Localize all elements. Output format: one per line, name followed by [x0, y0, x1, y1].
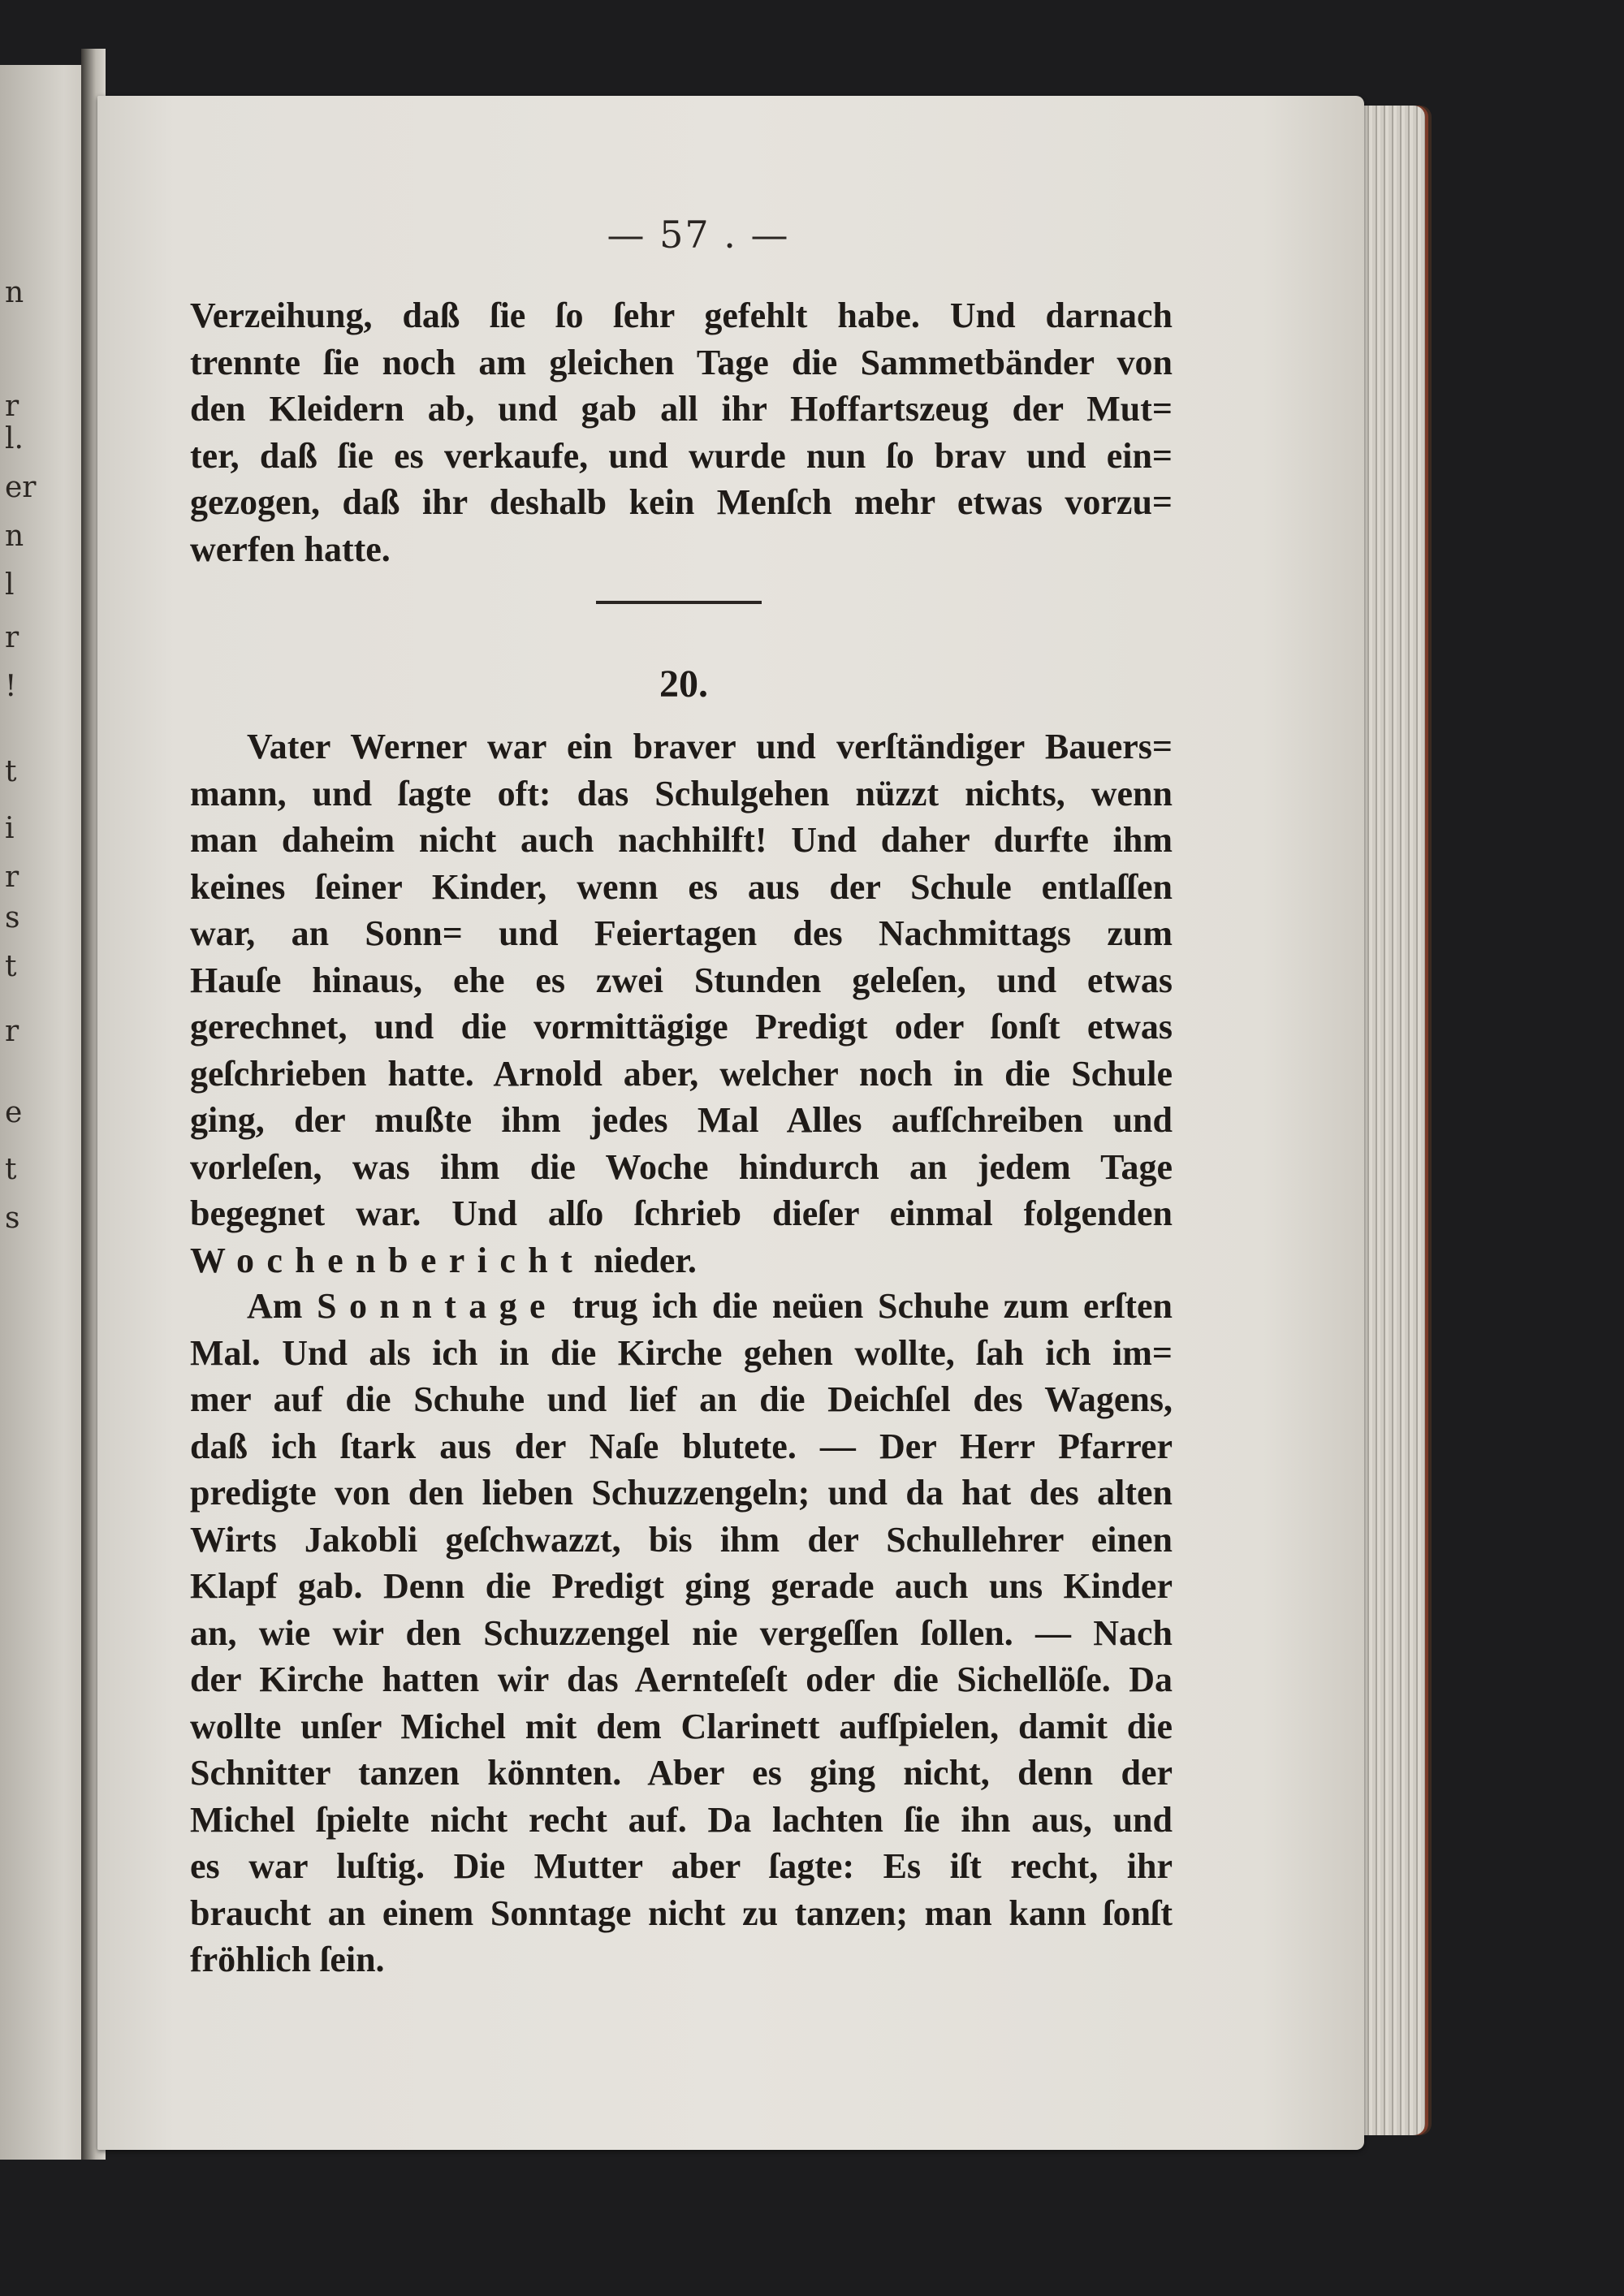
- text-line: Mal. Und als ich in die Kirche gehen wollte, ſah ich im=: [190, 1332, 1173, 1373]
- text-line: werfen hatte.: [190, 529, 391, 569]
- left-page-fragment: r: [5, 861, 19, 894]
- text-line: es war luſtig. Die Mutter aber ſagte: Es iſt recht, ihr: [190, 1846, 1173, 1886]
- text-line: begegnet war. Und alſo ſchrieb dieſer einmal folgenden: [190, 1193, 1173, 1233]
- text-line: keines ſeiner Kinder, wenn es aus der Schule entlaſſen: [190, 866, 1173, 907]
- text-line: ging, der mußte ihm jedes Mal Alles aufſchreiben und: [190, 1100, 1173, 1140]
- left-page-edge: [0, 65, 91, 2160]
- left-page-fragment: r: [5, 1015, 19, 1048]
- left-page-fragment: s: [5, 901, 20, 934]
- text-line: Verzeihung, daß ſie ſo ſehr gefehlt habe. Und darnach: [190, 296, 1173, 335]
- left-page-fragment: t: [5, 755, 17, 788]
- text-fragment: Am: [247, 1286, 317, 1326]
- text-line: war, an Sonn= und Feiertagen des Nachmittags zum: [190, 913, 1173, 953]
- text-line: trennte ſie noch am gleichen Tage die Sammetbänder von: [190, 342, 1173, 382]
- text-line: [190, 1237, 1173, 1284]
- text-line: an, wie wir den Schuzzengel nie vergeſſen ſollen. — Nach: [190, 1612, 1173, 1653]
- text-line: fröhlich ſein.: [190, 1940, 385, 1979]
- text-fragment: trug ich die neüen Schuhe zum erſten: [557, 1286, 1173, 1326]
- left-page-fragment: i: [5, 812, 15, 845]
- text-line: Klapf gab. Denn die Predigt ging gerade auch uns Kinder: [190, 1566, 1173, 1606]
- text-line: vorleſen, was ihm die Woche hindurch an jedem Tage: [190, 1146, 1173, 1187]
- text-line: man daheim nicht auch nachhilft! Und daher durfte ihm: [190, 820, 1173, 860]
- text-fragment: nieder.: [585, 1240, 697, 1280]
- text-line: wollte unſer Michel mit dem Clarinett aufſpielen, damit die: [190, 1706, 1173, 1746]
- text-line: Schnitter tanzen könnten. Aber es ging nicht, denn der: [190, 1753, 1173, 1793]
- text-line: gerechnet, und die vormittägige Predigt oder ſonſt etwas: [190, 1007, 1173, 1047]
- left-page-fragment: e: [5, 1096, 23, 1129]
- text-line: ter, daß ſie es verkaufe, und wurde nun ſo brav und ein=: [190, 435, 1173, 476]
- left-page-fragment: t: [5, 1153, 17, 1186]
- text-line: gezogen, daß ihr deshalb kein Menſch mehr etwas vorzu=: [190, 482, 1173, 522]
- left-page-fragment: l: [5, 568, 15, 602]
- spaced-emphasis: Wochenbericht: [190, 1240, 585, 1280]
- left-page-fragment: l.: [5, 422, 24, 455]
- text-line: der Kirche hatten wir das Aernteſeſt oder die Sichellöſe. Da: [190, 1659, 1173, 1699]
- paragraph-3: [190, 1283, 1173, 1983]
- paragraph-1: [190, 292, 1173, 572]
- left-page-fragment: n: [5, 520, 24, 553]
- text-line: geſchrieben hatte. Arnold aber, welcher noch in die Schule: [190, 1053, 1173, 1094]
- section-number: 20.: [659, 662, 708, 706]
- left-page-fragment: n: [5, 276, 24, 309]
- paragraph-2: [190, 723, 1173, 1284]
- text-line: Michel ſpielte nicht recht auf. Da lachten ſie ihn aus, und: [190, 1799, 1173, 1840]
- section-divider: [596, 601, 762, 604]
- text-line: predigte von den lieben Schuzzengeln; und da hat des alten: [190, 1473, 1173, 1513]
- left-page-fragment: r: [5, 621, 19, 654]
- text-line: [190, 1283, 1173, 1330]
- text-line: mann, und ſagte oft: das Schulgehen nüzzt nichts, wenn: [190, 773, 1173, 814]
- text-line: mer auf die Schuhe und lief an die Deichſel des Wagens,: [190, 1379, 1173, 1419]
- left-page-fragment: !: [5, 670, 17, 703]
- left-page-fragment: t: [5, 950, 17, 983]
- page-number: — 57 . —: [607, 213, 790, 257]
- text-line: Hauſe hinaus, ehe es zwei Stunden geleſen, und etwas: [190, 960, 1173, 1000]
- text-line: braucht an einem Sonntage nicht zu tanzen; man kann ſonſt: [190, 1892, 1173, 1933]
- text-line: Wirts Jakobli geſchwazzt, bis ihm der Schullehrer einen: [190, 1519, 1173, 1560]
- spaced-emphasis: Sonntage: [317, 1286, 558, 1326]
- text-line: Vater Werner war ein braver und verſtändiger Bauers=: [247, 727, 1173, 766]
- text-line: den Kleidern ab, und gab all ihr Hoffartszeug der Mut=: [190, 389, 1173, 429]
- left-page-fragment: er: [5, 471, 37, 504]
- text-line: daß ich ſtark aus der Naſe blutete. — Der Herr Pfarrer: [190, 1426, 1173, 1466]
- left-page-text-fragments: [0, 65, 37, 2160]
- left-page-fragment: s: [5, 1202, 20, 1235]
- left-page-fragment: r: [5, 390, 19, 423]
